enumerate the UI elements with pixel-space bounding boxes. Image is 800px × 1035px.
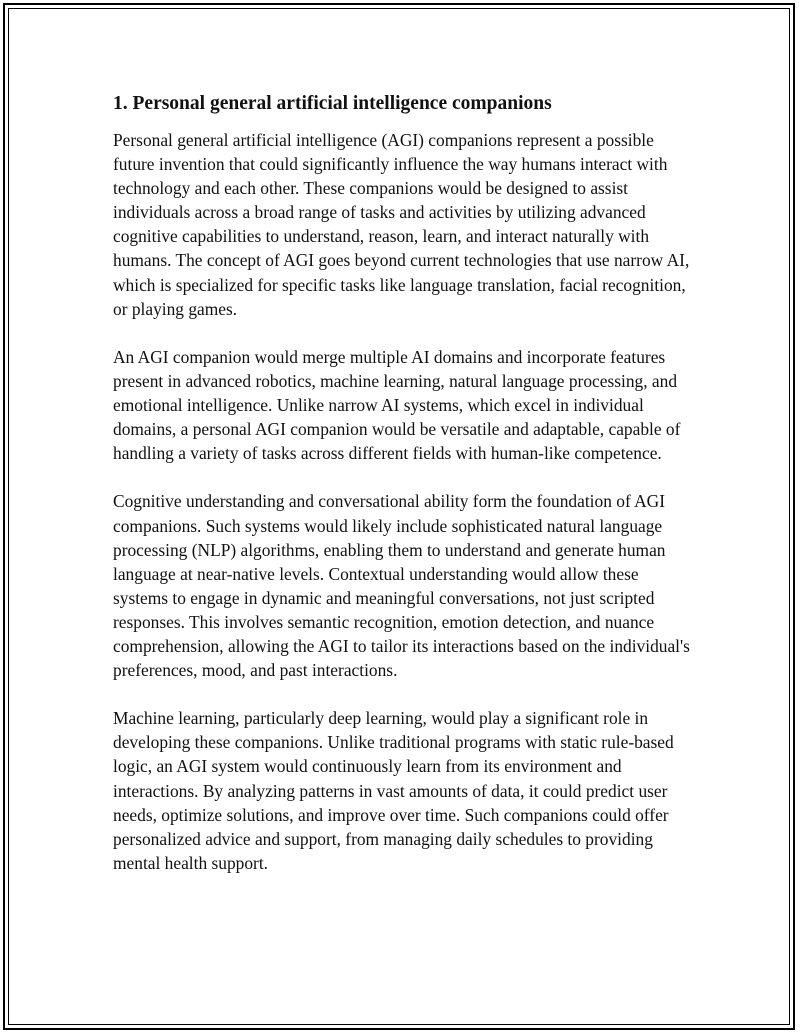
paragraph-machine-learning: Machine learning, particularly deep learning, would play a significant role in developing these companions. Unlike traditional programs with static rule-based logic, an AGI system would continuously learn from its environment and interactions. By analyzing patterns in vast amounts of data, it could predict user needs, optimize solutions, and improve over time. Such companions could offer personalized advice and support, from managing daily schedules to providing mental health support.: [113, 708, 674, 873]
document-body: [113, 92, 693, 899]
paragraph-cognitive: Cognitive understanding and conversational ability form the foundation of AGI companions. Such systems would likely include sophisticated natural language processing (NLP) algorithms, enabling them to understand and generate human language at near-native levels. Contextual understanding would allow these systems to engage in dynamic and meaningful conversations, not just scripted responses. This involves semantic recognition, emotion detection, and nuance comprehension, allowing the AGI to tailor its interactions based on the individual's preferences, mood, and past interactions.: [113, 491, 690, 681]
paragraph-intro: Personal general artificial intelligence (AGI) companions represent a possible future invention that could significantly influence the way humans interact with technology and each other. These companions would be designed to assist individuals across a broad range of tasks and activities by utilizing advanced cognitive capabilities to understand, reason, learn, and interact naturally with humans. The concept of AGI goes beyond current technologies that use narrow AI, which is specialized for specific tasks like language translation, facial recognition, or playing games.: [113, 130, 690, 319]
paragraph-domains: An AGI companion would merge multiple AI domains and incorporate features present in advanced robotics, machine learning, natural language processing, and emotional intelligence. Unlike narrow AI systems, which excel in individual domains, a personal AGI companion would be versatile and adaptable, capable of handling a variety of tasks across different fields with human-like competence.: [113, 346, 681, 464]
section-title: 1. Personal general artificial intelligence companions: [113, 93, 552, 114]
